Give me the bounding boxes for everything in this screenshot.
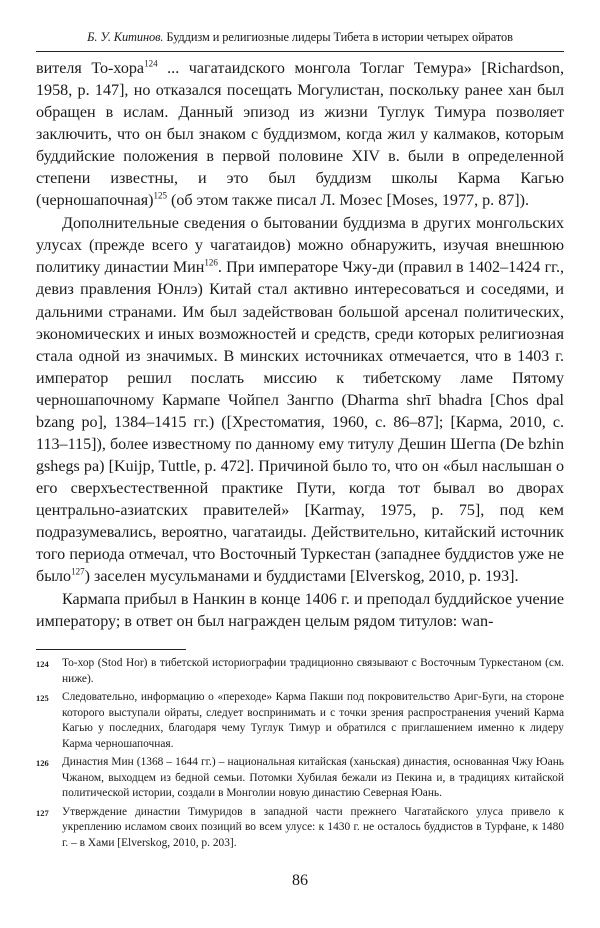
paragraph	[36, 213, 564, 588]
paragraph-text: (об этом также писал Л. Мозес [Moses, 1977, p. 87]).	[166, 192, 530, 210]
paragraph-text: Кармапа прибыл в Нанкин в конце 1406 г. и преподал буддийское учение императору; в ответ он был награжден целым рядом титулов: wan-	[36, 591, 564, 631]
footnote	[36, 656, 564, 687]
paragraph-text: вителя То-хора	[36, 60, 145, 77]
book-page	[36, 30, 564, 854]
footnote-text: Утверждение династии Тимуридов в западной части прежнего Чагатайского улуса привело к укреплению исламом своих позиций во всем улусе: к 1430 г. не осталось буддистов в Турфане, к 1480 г. – в Хами [Elverskog, 2010, p. 203].	[62, 805, 564, 849]
footnote-divider	[36, 649, 186, 650]
paragraph-text: ... чагатаидского монгола Тоглаг Темура» [Richardson, 1958, p. 147], но отказался посещать Могулистан, поскольку ранее хан был обращен в ислам. Данный эпизод из жизни Туглук Тимура позволяет заключить, что он был знаком с буддизмом, когда жил у калмаков, которым буддийские положения в первой половине XIV в. были в определенной степени известны, и это был буддизм школы Карма Кагью (черношапочная)	[36, 60, 565, 210]
paragraph-text: Дополнительные сведения о бытовании буддизма в других монгольских улусах (прежде всего у чагатаидов) можно обнаружить, изучая внешнюю политику династии Мин	[36, 215, 564, 277]
footnote-number: 124	[36, 659, 49, 670]
main-text	[36, 58, 564, 633]
footnote-ref[interactable]: 126	[204, 258, 218, 269]
footnote-number: 126	[36, 758, 49, 769]
footnotes	[36, 656, 564, 851]
footnote-ref[interactable]: 125	[153, 190, 167, 201]
paragraph	[36, 589, 564, 633]
footnote-text: Следовательно, информацию о «переходе» Карма Пакши под покровительство Ариг-Буги, на стороне которого выступали ойраты, следует воспринимать и с точки зрения распространения учений Карма Кагью у последних, благодаря чему Туглук Тимур и обратился с приглашением именно к лидеру Карма черношапочная.	[62, 691, 564, 750]
header-author: Б. У. Китинов.	[87, 30, 164, 44]
footnote-number: 127	[36, 807, 49, 818]
paragraph-text: . При императоре Чжу-ди (правил в 1402–1424 гг., девиз правления Юнлэ) Китай стал активно интересоваться и соседями, и дальними странами. Им был задействован большой арсенал политических, экономических и иных возможностей и средств, среди которых религиозная стала одной из значимых. В минских источниках отмечается, что в 1403 г. император решил послать миссию к тибетскому ламе Пятому черношапочному Кармапе Чойпел Зангпо (Dharma shrī bhadra [Chos dpal bzang po], 1384–1415 гг.) ([Хрестоматия, 1960, с. 86–87]; [Карма, 2010, с. 113–115]), более известному по данному ему титулу Дешин Шегпа (De bzhin gshegs pa) [Kuijp, Tuttle, p. 472]. Причиной было то, что он «был наслышан о его сверхъестественной практике Пути, когда тот бывал во дворах центрально-азиатских правителей» [Karmay, 1975, p. 75], под кем подразумевались, вероятно, чагатаиды. Действительно, китайский источник того периода отмечал, что Восточный Туркестан (западнее буддистов уже не было	[36, 259, 565, 586]
header-title: Буддизм и религиозные лидеры Тибета в истории четырех ойратов	[166, 30, 513, 44]
footnote	[36, 755, 564, 802]
footnote	[36, 805, 564, 852]
footnote-ref[interactable]: 127	[71, 566, 85, 577]
footnote-ref[interactable]: 124	[144, 58, 158, 69]
footnote-text: То-хор (Stod Hor) в тибетской историографии традиционно связывают с Восточным Туркестаном (см. ниже).	[62, 657, 564, 685]
paragraph-text: ) заселен мусульманами и буддистами [Elverskog, 2010, p. 193].	[84, 568, 519, 586]
paragraph	[36, 58, 564, 212]
footnote-number: 125	[36, 693, 49, 704]
footnote-text: Династия Мин (1368 – 1644 гг.) – национальная китайская (ханьская) династия, основанная Чжу Юань Чжаном, выходцем из бедной семьи. Потомки Хубилая бежали из Пекина и, в традициях китайской политической истории, создали в Монголии новую династию Северная Юань.	[62, 756, 564, 800]
footnote	[36, 690, 564, 752]
page-number: 86	[292, 872, 308, 889]
running-header	[36, 30, 564, 52]
